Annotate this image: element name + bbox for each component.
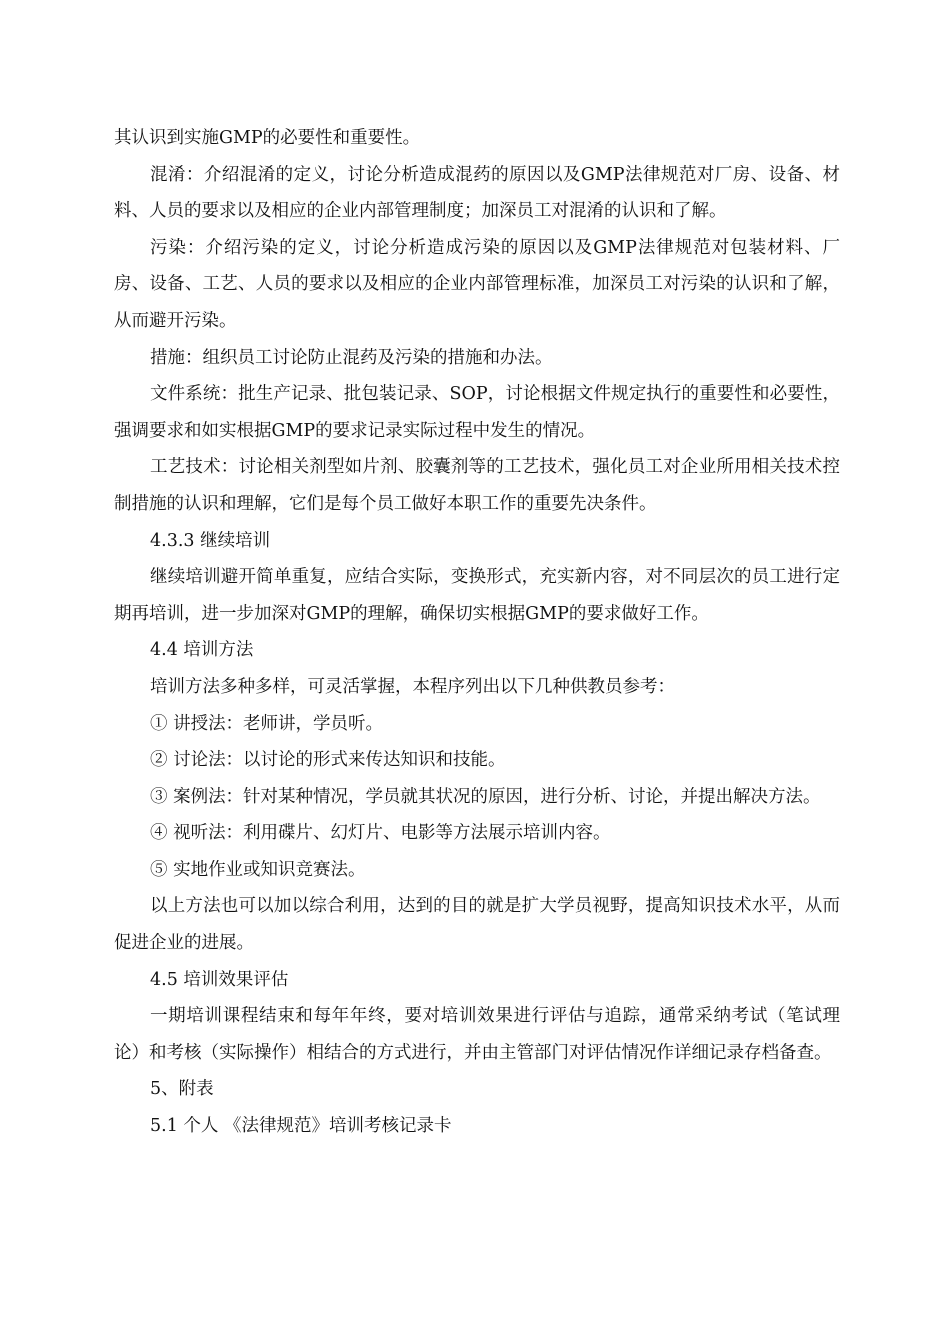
list-item-discussion-method: ② 讨论法：以讨论的形式来传达知识和技能。 [150, 750, 506, 771]
paragraph-training-evaluation: 一期培训课程结束和每年年终，要对培训效果进行评估与追踪，通常采纳考试（笔试理论）和考核（实际操作）相结合的方式进行，并由主管部门对评估情况作详细记录存档备查。 [114, 1006, 840, 1063]
paragraph-document-system: 文件系统：批生产记录、批包装记录、SOP，讨论根据文件规定执行的重要性和必要性，强调要求和如实根据GMP的要求记录实际过程中发生的情况。 [114, 384, 840, 441]
paragraph-process-technology: 工艺技术：讨论相关剂型如片剂、胶囊剂等的工艺技术，强化员工对企业所用相关技术控制措施的认识和理解，它们是每个员工做好本职工作的重要先决条件。 [114, 457, 840, 514]
list-item-audiovisual-method: ④ 视听法：利用碟片、幻灯片、电影等方法展示培训内容。 [150, 823, 611, 844]
document-body [114, 120, 840, 1145]
paragraph-methods-intro: 培训方法多种多样，可灵活掌握，本程序列出以下几种供教员参考： [150, 676, 675, 697]
section-heading-training-methods: 4.4 培训方法 [150, 640, 254, 661]
paragraph-contamination: 污染：介绍污染的定义，讨论分析造成污染的原因以及GMP法律规范对包装材料、厂房、设备、工艺、人员的要求以及相应的企业内部管理标准，加深员工对污染的认识和了解，从而避开污染。 [114, 237, 840, 331]
paragraph-confusion: 混淆：介绍混淆的定义，讨论分析造成混药的原因以及GMP法律规范对厂房、设备、材料、人员的要求以及相应的企业内部管理制度；加深员工对混淆的认识和了解。 [114, 164, 840, 222]
paragraph-measures: 措施：组织员工讨论防止混药及污染的措施和办法。 [150, 347, 553, 368]
section-heading-record-card: 5.1 个人 《法律规范》培训考核记录卡 [150, 1116, 452, 1137]
section-heading-continuing-training: 4.3.3 继续培训 [150, 530, 271, 551]
list-item-fieldwork-method: ⑤ 实地作业或知识竞赛法。 [150, 859, 366, 880]
paragraph-continuing-training: 继续培训避开简单重复，应结合实际，变换形式，充实新内容，对不同层次的员工进行定期再培训，进一步加深对GMP的理解，确保切实根据GMP的要求做好工作。 [114, 567, 840, 624]
paragraph-gmp-necessity: 其认识到实施GMP的必要性和重要性。 [114, 128, 421, 148]
list-item-lecture-method: ① 讲授法：老师讲，学员听。 [150, 713, 384, 734]
section-heading-appendix: 5、附表 [150, 1079, 214, 1100]
list-item-case-method: ③ 案例法：针对某种情况，学员就其状况的原因，进行分析、讨论，并提出解决方法。 [150, 786, 821, 807]
section-heading-training-evaluation: 4.5 培训效果评估 [150, 969, 289, 990]
paragraph-methods-summary: 以上方法也可以加以综合利用，达到的目的就是扩大学员视野，提高知识技术水平，从而促进企业的进展。 [114, 896, 840, 954]
